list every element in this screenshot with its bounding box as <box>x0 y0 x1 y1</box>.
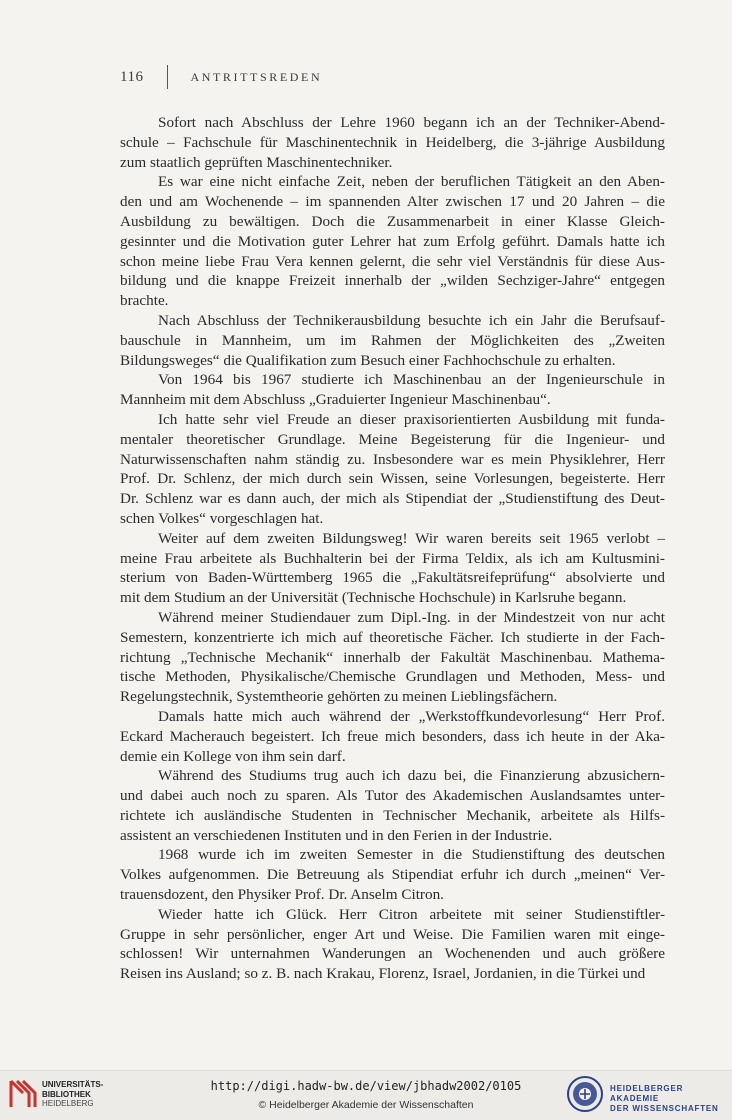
header-divider <box>167 65 168 89</box>
running-head <box>120 66 322 88</box>
permalink-url[interactable]: http://digi.hadw-bw.de/view/jbhadw2002/0105 <box>210 1079 522 1093</box>
text-line: Bildungsweges“ die Qualifikation zum Besuch einer Fachhochschule zu erhalten. <box>120 351 616 369</box>
footer-bar <box>0 1070 732 1120</box>
text-line: Während meiner Studiendauer zum Dipl.-Ing. in der Mindestzeit von nur acht <box>158 608 665 626</box>
text-line: Prof. Dr. Schlenz, der mich durch sein Wissen, seine Vorlesungen, begeisterte. Herr <box>120 470 665 488</box>
paragraph <box>120 766 665 845</box>
text-line: schen Volkes“ vorgeschlagen hat. <box>120 509 324 527</box>
text-line: Naturwissenschaften nahm ständig zu. Insbesondere war es mein Physiklehrer, Herr <box>120 450 665 468</box>
text-line: demie ein Kollege von ihm sein darf. <box>120 747 346 765</box>
text-line: assistent an verschiedenen Instituten und in den Ferien in der Industrie. <box>120 826 553 844</box>
text-line: mentaler theoretischer Grundlage. Meine Begeisterung für die Ingenieur- und <box>120 430 665 448</box>
paragraph <box>120 707 665 766</box>
text-line: schule – Fachschule für Maschinentechnik in Heidelberg, die 3-jährige Ausbildung <box>120 133 665 151</box>
academy-name: HEIDELBERGER AKADEMIE DER WISSENSCHAFTEN <box>610 1084 719 1113</box>
text-line: meine Frau arbeitete als Buchhalterin bei der Firma Teldix, als ich am Kultusmini- <box>120 549 665 567</box>
paragraph <box>120 529 665 608</box>
text-line: Weiter auf dem zweiten Bildungsweg! Wir waren bereits seit 1965 verlobt – <box>158 529 665 547</box>
text-line: Nach Abschluss der Technikerausbildung besuchte ich ein Jahr die Berufsauf- <box>158 311 665 329</box>
text-line: bauschule in Mannheim, um im Rahmen der Möglichkeiten des „Zweiten <box>120 331 665 349</box>
text-line: Reisen ins Ausland; so z. B. nach Krakau, Florenz, Israel, Jordanien, in die Türkei und <box>120 965 646 983</box>
text-line: Damals hatte mich auch während der „Werkstoffkundevorlesung“ Herr Prof. <box>158 707 665 725</box>
section-title: ANTRITTSREDEN <box>190 69 323 84</box>
text-line: Volkes aufgenommen. Die Betreuung als Stipendiat erfuhr ich durch „meinen“ Ver- <box>120 866 665 884</box>
text-line: Gruppe in sehr persönlicher, enger Art und Weise. Die Familien waren mit einge- <box>120 925 665 943</box>
text-line: trauensdozent, den Physiker Prof. Dr. Anselm Citron. <box>120 886 444 904</box>
paragraph <box>120 370 665 410</box>
copyright-notice: © Heidelberger Akademie der Wissenschaften <box>258 1099 474 1111</box>
page-number: 116 <box>120 68 144 85</box>
text-line: schlossen! Wir unternahmen Wanderungen an Wochenenden und auch größere <box>120 945 665 963</box>
text-line: Regelungstechnik, Systemtheorie gehörten zu meinen Lieblingsfächern. <box>120 688 558 706</box>
library-name: UNIVERSITÄTS- BIBLIOTHEK HEIDELBERG <box>42 1080 104 1108</box>
text-line: Semestern, konzentrierte ich mich auf theoretische Fächer. Ich studierte in der Fach- <box>120 628 665 646</box>
text-line: Wieder hatte ich Glück. Herr Citron arbeitete mit seiner Studienstiftler- <box>158 905 665 923</box>
text-line: richtung „Technische Mechanik“ innerhalb der Fakultät Maschinenbau. Mathema- <box>120 648 665 666</box>
text-line: schon meine liebe Frau Vera kennen gelernt, die sehr viel Verständnis für diese Aus- <box>120 252 665 270</box>
academy-seal-icon <box>566 1075 604 1113</box>
text-line: zum staatlich geprüften Maschinentechniker. <box>120 153 393 171</box>
text-line: 1968 wurde ich im zweiten Semester in die Studienstiftung des deutschen <box>158 846 665 864</box>
text-line: Während des Studiums trug auch ich dazu bei, die Finanzierung abzusichern- <box>158 767 665 785</box>
paragraph <box>120 311 665 370</box>
text-line: Es war eine nicht einfache Zeit, neben der beruflichen Tätigkeit an den Aben- <box>158 173 665 191</box>
text-line: Dr. Schlenz war es dann auch, der mich als Stipendiat der „Studienstiftung des Deut- <box>120 490 665 508</box>
text-line: den und am Wochenende – im spannenden Alter zwischen 17 und 20 Jahren – die <box>120 193 665 211</box>
text-line: richtete ich ausländische Studenten in Technischer Mechanik, arbeitete als Hilfs- <box>120 806 665 824</box>
text-line: Sofort nach Abschluss der Lehre 1960 begann ich an der Techniker-Abend- <box>158 114 665 131</box>
text-line: brachte. <box>120 292 169 310</box>
text-line: bildung und die knappe Freizeit innerhalb der „wilden Sechziger-Jahre“ entgegen <box>120 272 665 290</box>
text-line: Mannheim mit dem Abschluss „Graduierter Ingenieur Maschinenbau“. <box>120 391 551 409</box>
text-line: sterium von Baden-Württemberg 1965 die „Fakultätsreifeprüfung“ absolvierte und <box>120 569 665 587</box>
text-line: Eckard Macherauch begeistert. Ich freue mich besonders, dass ich heute in der Aka- <box>120 727 665 745</box>
text-line: tische Methoden, Physikalische/Chemische Grundlagen und Methoden, Mess- und <box>120 668 665 686</box>
paragraph <box>120 905 665 984</box>
text-line: Von 1964 bis 1967 studierte ich Maschinenbau an der Ingenieurschule in <box>158 371 665 389</box>
paragraph <box>120 113 665 172</box>
text-line: gesinnter und die Motivation guter Lehrer hat zum Erfolg geführt. Damals hatte ich <box>120 232 665 250</box>
text-line: Ausbildung zu bewältigen. Doch die Zusammenarbeit in einer Klasse Gleich- <box>120 212 665 230</box>
text-line: und dabei auch noch zu sparen. Als Tutor des Akademischen Auslandsamtes unter- <box>120 787 665 805</box>
body-text <box>120 113 665 984</box>
paragraph <box>120 845 665 904</box>
text-line: mit dem Studium an der Universität (Technische Hochschule) in Karlsruhe begann. <box>120 589 627 607</box>
paragraph <box>120 608 665 707</box>
text-line: Ich hatte sehr viel Freude an dieser praxisorientierten Ausbildung mit funda- <box>158 410 665 428</box>
paragraph <box>120 172 665 311</box>
paragraph <box>120 410 665 529</box>
